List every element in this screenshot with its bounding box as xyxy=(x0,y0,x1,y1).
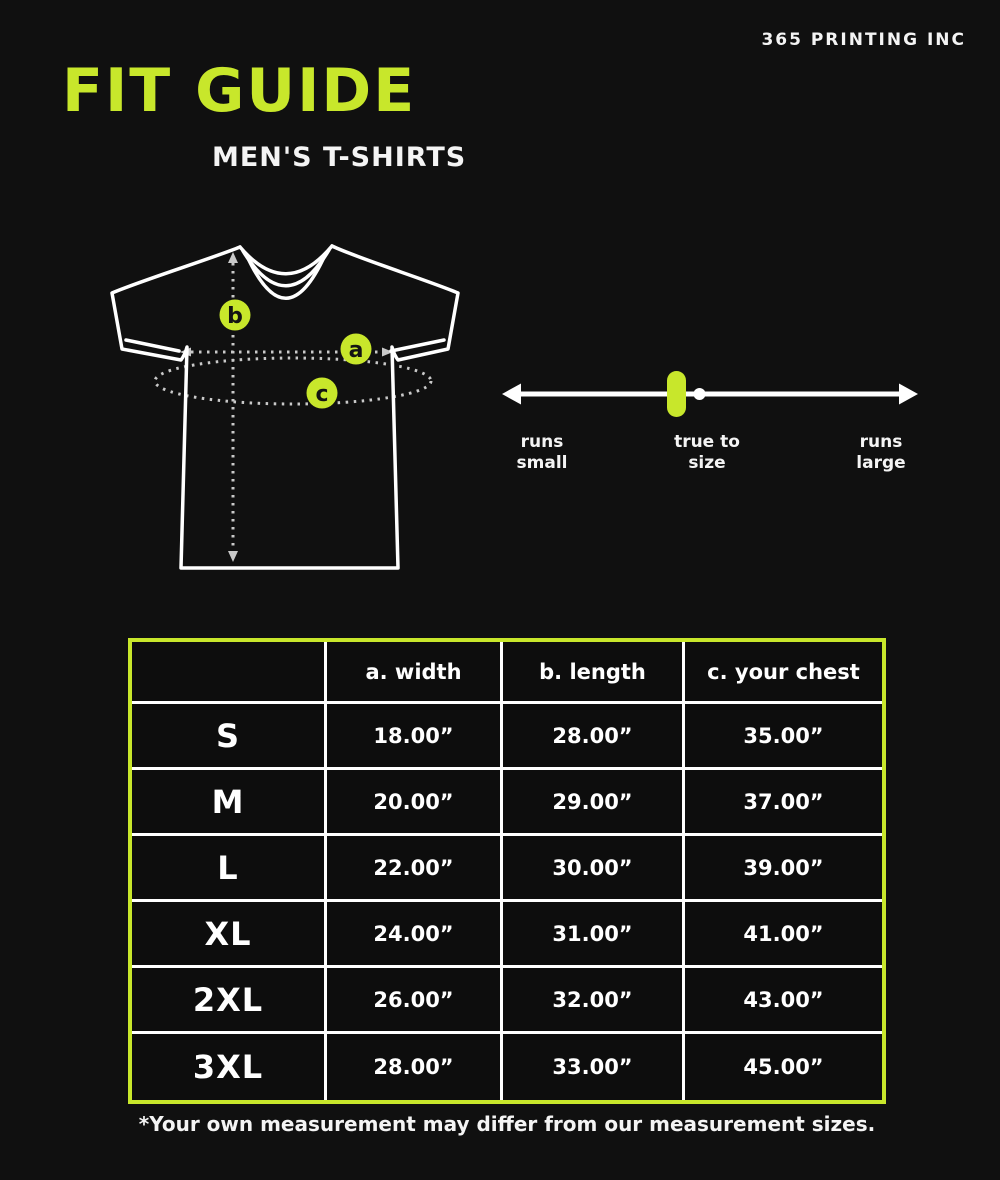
width-cell: 18.00” xyxy=(327,704,503,770)
tshirt-outline xyxy=(112,246,458,568)
fit-scale-axis xyxy=(500,368,920,420)
chest-cell: 45.00” xyxy=(743,1055,824,1079)
size-table xyxy=(128,638,886,1104)
width-cell: 22.00” xyxy=(327,836,503,902)
chest-circumference-dashed-ellipse xyxy=(155,358,431,404)
length-cell: 31.00” xyxy=(503,902,685,968)
page-subtitle: MEN'S T-SHIRTS xyxy=(212,142,467,173)
right-cuff-seam xyxy=(391,340,444,351)
chest-cell: 39.00” xyxy=(685,836,882,902)
size-cell: 3XL xyxy=(132,1034,327,1100)
length-cell: 32.00” xyxy=(503,968,685,1034)
measure-markers xyxy=(220,300,372,409)
chest-cell: 37.00” xyxy=(685,770,882,836)
scale-dot xyxy=(694,388,706,400)
chest-cell: 35.00” xyxy=(685,704,882,770)
collar-arc-middle xyxy=(243,250,329,286)
table-header-chest: c. your chest xyxy=(685,642,882,704)
runs-small-label: runs small xyxy=(516,432,568,474)
width-cell: 28.00” xyxy=(327,1034,503,1100)
collar-arc-inner xyxy=(247,255,325,298)
table-header-width: a. width xyxy=(327,642,503,704)
size-cell: S xyxy=(132,704,327,770)
table-header-length: b. length xyxy=(503,642,685,704)
length-cell: 33.00” xyxy=(503,1034,685,1100)
fit-scale xyxy=(500,368,920,478)
chest-cell: 43.00” xyxy=(685,968,882,1034)
length-cell: 30.00” xyxy=(503,836,685,902)
length-cell: 29.00” xyxy=(503,770,685,836)
size-cell: 2XL xyxy=(132,968,327,1034)
size-cell: L xyxy=(132,836,327,902)
table-corner-cell xyxy=(132,642,327,704)
brand-name: 365 PRINTING INC xyxy=(761,30,966,50)
page-title: FIT GUIDE xyxy=(62,56,417,126)
size-cell: M xyxy=(132,770,327,836)
runs-large-label: runs large xyxy=(856,432,906,474)
chest-cell: 41.00” xyxy=(685,902,882,968)
marker-b-label: b xyxy=(227,304,243,329)
measurement-disclaimer: *Your own measurement may differ from our measurement sizes. xyxy=(138,1112,876,1136)
size-cell: XL xyxy=(132,902,327,968)
left-cuff-seam xyxy=(126,340,179,351)
left-arrow-icon xyxy=(502,384,521,405)
true-to-size-label: true to size xyxy=(674,432,740,474)
length-cell: 28.00” xyxy=(503,704,685,770)
width-cell: 24.00” xyxy=(327,902,503,968)
right-arrow-icon xyxy=(899,384,918,405)
width-cell: 26.00” xyxy=(327,968,503,1034)
true-to-size-pill xyxy=(667,371,686,417)
width-cell: 20.00” xyxy=(327,770,503,836)
tshirt-diagram xyxy=(95,243,475,578)
marker-a-label: a xyxy=(348,338,364,363)
marker-c-label: c xyxy=(315,382,329,407)
